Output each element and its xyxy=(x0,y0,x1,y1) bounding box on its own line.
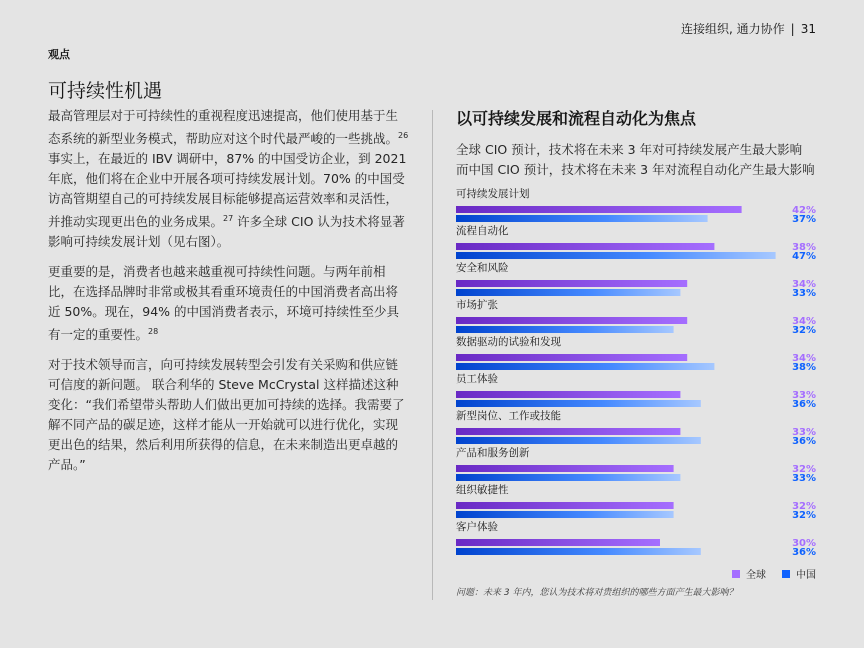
data-label-global: 33% xyxy=(792,390,816,401)
data-label-china: 32% xyxy=(792,510,816,521)
paragraph-2-text: 更重要的是，消费者也越来越重视可持续性问题。与两年前相比，在选择品牌时非常或极其看重环境责任的中国消费者高出将近 50%。现在，94% 的中国消费者表示，环境可持续性至少具有一定的重要性。 xyxy=(48,264,400,343)
data-label-china: 33% xyxy=(792,288,816,299)
legend-label-china: 中国 xyxy=(796,570,816,581)
paragraph-1-part-c: 许多全球 CIO 认为技术将显著影响可持续发展计划（见右图）。 xyxy=(48,214,405,250)
bar-global xyxy=(456,280,687,287)
data-label-china: 36% xyxy=(792,399,816,410)
bar-china xyxy=(456,289,680,296)
data-label-global: 32% xyxy=(792,501,816,512)
data-label-global: 33% xyxy=(792,427,816,438)
data-label-china: 33% xyxy=(792,473,816,484)
data-label-china: 37% xyxy=(792,214,816,225)
bar-china xyxy=(456,437,701,444)
data-label-global: 34% xyxy=(792,316,816,327)
chart-subtitle-line-1: 全球 CIO 预计，技术将在未来 3 年对可持续发展产生最大影响 xyxy=(456,142,803,157)
category-label: 流程自动化 xyxy=(456,225,509,237)
bar-global xyxy=(456,243,714,250)
category-label: 数据驱动的试验和发现 xyxy=(456,336,561,348)
category-label: 产品和服务创新 xyxy=(456,447,530,459)
bar-global xyxy=(456,465,674,472)
section-tag: 观点 xyxy=(48,48,70,61)
chart-subtitle-line-2: 而中国 CIO 预计，技术将在未来 3 年对流程自动化产生最大影响 xyxy=(456,162,815,177)
bar-china xyxy=(456,252,776,259)
bar-global xyxy=(456,354,687,361)
legend-item-global xyxy=(732,566,766,581)
data-label-global: 32% xyxy=(792,464,816,475)
bar-china xyxy=(456,326,674,333)
data-label-global: 34% xyxy=(792,279,816,290)
category-label: 组织敏捷性 xyxy=(456,484,509,496)
data-label-china: 36% xyxy=(792,436,816,447)
data-label-global: 42% xyxy=(792,205,816,216)
bar-global xyxy=(456,317,687,324)
paragraph-3: 对于技术领导而言，向可持续发展转型会引发有关采购和供应链可信度的新问题。 联合利华的 Steve McCrystal 这样描述这种变化：“我们希望带头帮助人们做出更加可持续的选择。我需要了解不同产品的碳足迹，这样才能从一开始就可以进行优化，实现更出色的结果，然后利用所获得的信息，在未来制造出更卓越的产品。” xyxy=(48,357,405,473)
data-label-china: 38% xyxy=(792,362,816,373)
bar-china xyxy=(456,548,701,555)
data-label-global: 30% xyxy=(792,538,816,549)
category-label: 新型岗位、工作或技能 xyxy=(456,410,561,422)
bar-china xyxy=(456,363,714,370)
chart-legend xyxy=(732,566,816,581)
bar-china xyxy=(456,400,701,407)
body-text xyxy=(48,106,410,485)
legend-swatch-china xyxy=(782,570,790,578)
chart-footnote: 问题：未来 3 年内，您认为技术将对贵组织的哪些方面产生最大影响？ xyxy=(456,588,738,598)
bar-global xyxy=(456,539,660,546)
category-label: 员工体验 xyxy=(456,373,498,385)
bar-global xyxy=(456,502,674,509)
legend-swatch-global xyxy=(732,570,740,578)
column-divider xyxy=(432,110,433,600)
paragraph-1 xyxy=(48,106,410,252)
chart-title: 以可持续发展和流程自动化为焦点 xyxy=(456,109,697,128)
legend-label-global: 全球 xyxy=(746,570,766,581)
header-text: 连接组织, 通力协作 xyxy=(681,22,785,36)
category-label: 市场扩张 xyxy=(456,299,498,311)
data-label-china: 47% xyxy=(792,251,816,262)
category-label: 安全和风险 xyxy=(456,262,509,274)
paragraph-1-part-b: 事实上，在最近的 IBV 调研中，87% 的中国受访企业，到 2021 年底，他们将在企业中开展各项可持续发展计划。70% 的中国受访高管期望自己的可持续发展目标能够提高运营效率和灵活性，并推动实现更出色的业务成果。 xyxy=(48,151,407,230)
page-number: 31 xyxy=(800,22,816,36)
chart-subtitle xyxy=(456,140,815,180)
data-label-global: 34% xyxy=(792,353,816,364)
legend-item-china xyxy=(782,566,816,581)
bar-china xyxy=(456,511,674,518)
paragraph-2 xyxy=(48,262,410,345)
data-label-china: 36% xyxy=(792,547,816,558)
footnote-ref-27: 27 xyxy=(223,214,234,224)
bar-china xyxy=(456,474,680,481)
footnote-ref-28: 28 xyxy=(148,327,159,337)
bar-china xyxy=(456,215,708,222)
bar-global xyxy=(456,391,680,398)
category-label: 客户体验 xyxy=(456,521,498,533)
footnote-ref-26: 26 xyxy=(398,131,409,140)
data-label-china: 32% xyxy=(792,325,816,336)
data-label-global: 38% xyxy=(792,242,816,253)
header-separator: | xyxy=(790,22,795,36)
page-header xyxy=(681,20,816,37)
bar-global xyxy=(456,428,680,435)
bar-chart xyxy=(456,186,820,566)
bar-global xyxy=(456,206,742,213)
page-title: 可持续性机遇 xyxy=(48,80,163,102)
paragraph-1-part-a: 最高管理层对于可持续性的重视程度迅速提高，他们使用基于生态系统的新型业务模式，帮助应对这个时代最严峻的一些挑战。 xyxy=(48,108,399,147)
category-label: 可持续发展计划 xyxy=(456,188,530,200)
